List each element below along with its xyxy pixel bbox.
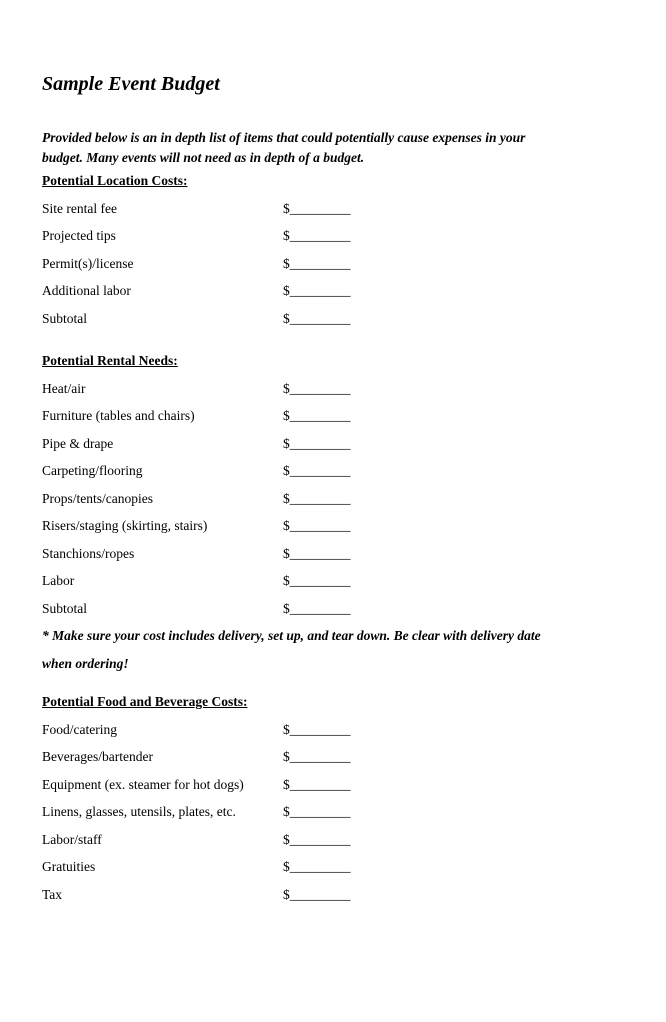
amount-blank: $_________: [283, 776, 351, 792]
amount-blank: $_________: [283, 545, 351, 561]
amount-blank: $_________: [283, 255, 351, 271]
page-title: Sample Event Budget: [42, 73, 220, 95]
item-label: Subtotal: [42, 600, 88, 616]
amount-blank: $_________: [283, 721, 351, 737]
item-label: Linens, glasses, utensils, plates, etc.: [42, 804, 236, 819]
amount-blank: $_________: [283, 886, 351, 902]
rental-note: [42, 622, 626, 677]
budget-row: [42, 743, 626, 771]
amount-blank: $_________: [283, 435, 351, 451]
item-label: Permit(s)/license: [42, 255, 134, 271]
budget-row: [42, 540, 626, 568]
section-location-costs: [42, 167, 626, 332]
budget-row: [42, 250, 626, 278]
budget-row: [42, 881, 626, 909]
amount-blank: $_________: [283, 804, 351, 819]
amount-blank: $_________: [283, 749, 351, 764]
amount-blank: $_________: [283, 600, 351, 616]
item-label: Food/catering: [42, 721, 117, 737]
amount-blank: $_________: [283, 283, 351, 298]
section-food-beverage-costs: [42, 688, 626, 908]
budget-row: [42, 567, 626, 595]
budget-row: [42, 222, 626, 250]
amount-blank: $_________: [283, 490, 351, 506]
budget-row: [42, 595, 626, 623]
budget-row: [42, 402, 626, 430]
amount-blank: $_________: [283, 408, 351, 423]
budget-row: [42, 457, 626, 485]
budget-row: [42, 195, 626, 223]
budget-row: [42, 798, 626, 826]
note-line: * Make sure your cost includes delivery, set up, and tear down. Be clear with delivery date: [42, 628, 541, 643]
item-label: Props/tents/canopies: [42, 490, 153, 506]
budget-row: [42, 485, 626, 513]
section-heading: Potential Location Costs:: [42, 173, 188, 188]
intro-line: Provided below is an in depth list of items that could potentially cause expenses in your: [42, 130, 526, 145]
item-label: Beverages/bartender: [42, 749, 153, 764]
budget-row: [42, 305, 626, 333]
budget-row: [42, 716, 626, 744]
amount-blank: $_________: [283, 200, 351, 216]
item-label: Heat/air: [42, 380, 86, 396]
section-rental-needs: [42, 347, 626, 677]
amount-blank: $_________: [283, 463, 351, 478]
section-heading: Potential Food and Beverage Costs:: [42, 694, 248, 709]
item-label: Pipe & drape: [42, 435, 114, 451]
item-label: Carpeting/flooring: [42, 463, 143, 478]
note-line: when ordering!: [42, 655, 129, 671]
item-label: Equipment (ex. steamer for hot dogs): [42, 776, 244, 792]
amount-blank: $_________: [283, 518, 351, 533]
intro-paragraph: [42, 128, 626, 167]
budget-row: [42, 853, 626, 881]
item-label: Tax: [42, 886, 63, 902]
item-label: Risers/staging (skirting, stairs): [42, 518, 208, 533]
budget-row: [42, 375, 626, 403]
amount-blank: $_________: [283, 310, 351, 326]
amount-blank: $_________: [283, 859, 351, 874]
item-label: Projected tips: [42, 228, 116, 243]
item-label: Furniture (tables and chairs): [42, 408, 195, 423]
amount-blank: $_________: [283, 573, 351, 588]
amount-blank: $_________: [283, 831, 351, 847]
section-heading: Potential Rental Needs:: [42, 353, 178, 368]
item-label: Gratuities: [42, 859, 96, 874]
item-label: Site rental fee: [42, 200, 117, 216]
item-label: Additional labor: [42, 283, 131, 298]
item-label: Subtotal: [42, 310, 88, 326]
amount-blank: $_________: [283, 228, 351, 243]
item-label: Labor: [42, 573, 75, 588]
budget-row: [42, 430, 626, 458]
budget-row: [42, 771, 626, 799]
budget-row: [42, 826, 626, 854]
amount-blank: $_________: [283, 380, 351, 396]
budget-row: [42, 512, 626, 540]
item-label: Labor/staff: [42, 831, 102, 847]
intro-line: budget. Many events will not need as in depth of a budget.: [42, 149, 365, 165]
item-label: Stanchions/ropes: [42, 545, 135, 561]
budget-row: [42, 277, 626, 305]
